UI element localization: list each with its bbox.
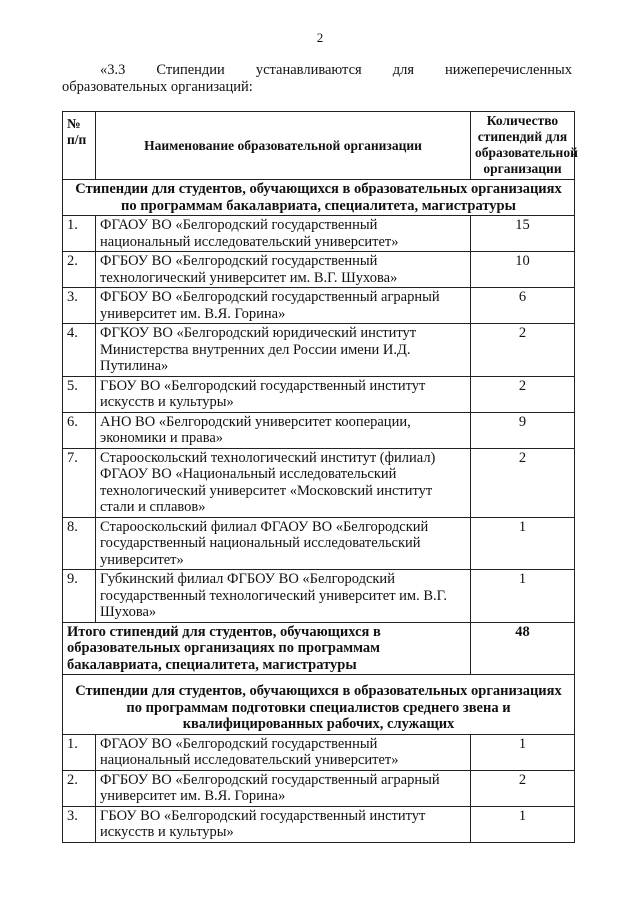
org-name: Старооскольский филиал ФГАОУ ВО «Белгородский государственный национальный исследовательский университет» xyxy=(96,517,471,570)
section-1-title: Стипендии для студентов, обучающихся в образовательных организациях по программам бакалавриата, специалитета, магистратуры xyxy=(63,180,575,216)
table-row xyxy=(63,734,575,770)
intro-word: Стипендии xyxy=(156,62,225,78)
row-number: 2. xyxy=(63,252,96,288)
intro-word: для xyxy=(392,62,414,78)
section-1-total-row xyxy=(63,622,575,675)
table-header-row xyxy=(63,112,575,180)
section-2-title: Стипендии для студентов, обучающихся в образовательных организациях по программам подготовки специалистов среднего звена и квалифицированных рабочих, служащих xyxy=(63,675,575,735)
table-row xyxy=(63,448,575,517)
org-name: ФГБОУ ВО «Белгородский государственный аграрный университет им. В.Я. Горина» xyxy=(96,288,471,324)
table-row xyxy=(63,324,575,377)
scholarship-count: 2 xyxy=(471,324,575,377)
intro-paragraph xyxy=(62,62,572,96)
scholarship-table xyxy=(62,111,578,843)
org-name: ГБОУ ВО «Белгородский государственный институт искусств и культуры» xyxy=(96,376,471,412)
row-number: 6. xyxy=(63,412,96,448)
table-row xyxy=(63,216,575,252)
intro-line-1 xyxy=(62,62,572,79)
table-row xyxy=(63,288,575,324)
table-row xyxy=(63,770,575,806)
org-name: ГБОУ ВО «Белгородский государственный институт искусств и культуры» xyxy=(96,806,471,842)
org-name: ФГАОУ ВО «Белгородский государственный национальный исследовательский университет» xyxy=(96,216,471,252)
scholarship-count: 15 xyxy=(471,216,575,252)
row-number: 2. xyxy=(63,770,96,806)
row-number: 7. xyxy=(63,448,96,517)
total-label: Итого стипендий для студентов, обучающихся в образовательных организациях по программам бакалавриата, специалитета, магистратуры xyxy=(63,622,471,675)
scholarship-count: 1 xyxy=(471,734,575,770)
scholarship-count: 2 xyxy=(471,770,575,806)
scholarship-count: 10 xyxy=(471,252,575,288)
section-2-heading-row xyxy=(63,675,575,735)
scholarship-count: 9 xyxy=(471,412,575,448)
org-name: ФГБОУ ВО «Белгородский государственный технологический университет им. В.Г. Шухова» xyxy=(96,252,471,288)
scholarship-count: 2 xyxy=(471,376,575,412)
org-name: АНО ВО «Белгородский университет кооперации, экономики и права» xyxy=(96,412,471,448)
header-name: Наименование образовательной организации xyxy=(96,112,471,180)
scholarship-count: 2 xyxy=(471,448,575,517)
scholarship-count: 6 xyxy=(471,288,575,324)
table-row xyxy=(63,412,575,448)
org-name: Губкинский филиал ФГБОУ ВО «Белгородский государственный технологический университет им. В.Г. Шухова» xyxy=(96,570,471,623)
header-count: Количество стипендий для образовательной организации xyxy=(471,112,575,180)
row-number: 5. xyxy=(63,376,96,412)
row-number: 3. xyxy=(63,288,96,324)
org-name: Старооскольский технологический институт (филиал) ФГАОУ ВО «Национальный исследовательский технологический университет «Московский институт стали и сплавов» xyxy=(96,448,471,517)
table-row xyxy=(63,806,575,842)
section-1-heading-row xyxy=(63,180,575,216)
row-number: 9. xyxy=(63,570,96,623)
row-number: 3. xyxy=(63,806,96,842)
org-name: ФГБОУ ВО «Белгородский государственный аграрный университет им. В.Я. Горина» xyxy=(96,770,471,806)
row-number: 1. xyxy=(63,216,96,252)
table-row xyxy=(63,517,575,570)
intro-word: нижеперечисленных xyxy=(445,62,572,78)
table-row xyxy=(63,376,575,412)
intro-line-2: образовательных организаций: xyxy=(62,79,253,95)
row-number: 8. xyxy=(63,517,96,570)
table-row xyxy=(63,252,575,288)
intro-word: устанавливаются xyxy=(255,62,362,78)
intro-word: «3.3 xyxy=(100,62,126,78)
table-row xyxy=(63,570,575,623)
row-number: 1. xyxy=(63,734,96,770)
org-name: ФГАОУ ВО «Белгородский государственный национальный исследовательский университет» xyxy=(96,734,471,770)
header-num: № п/п xyxy=(63,112,96,180)
scholarship-count: 1 xyxy=(471,806,575,842)
org-name: ФГКОУ ВО «Белгородский юридический институт Министерства внутренних дел России имени И.Д. Путилина» xyxy=(96,324,471,377)
page-number: 2 xyxy=(316,30,324,45)
row-number: 4. xyxy=(63,324,96,377)
scholarship-count: 1 xyxy=(471,517,575,570)
total-value: 48 xyxy=(471,622,575,675)
scholarship-count: 1 xyxy=(471,570,575,623)
